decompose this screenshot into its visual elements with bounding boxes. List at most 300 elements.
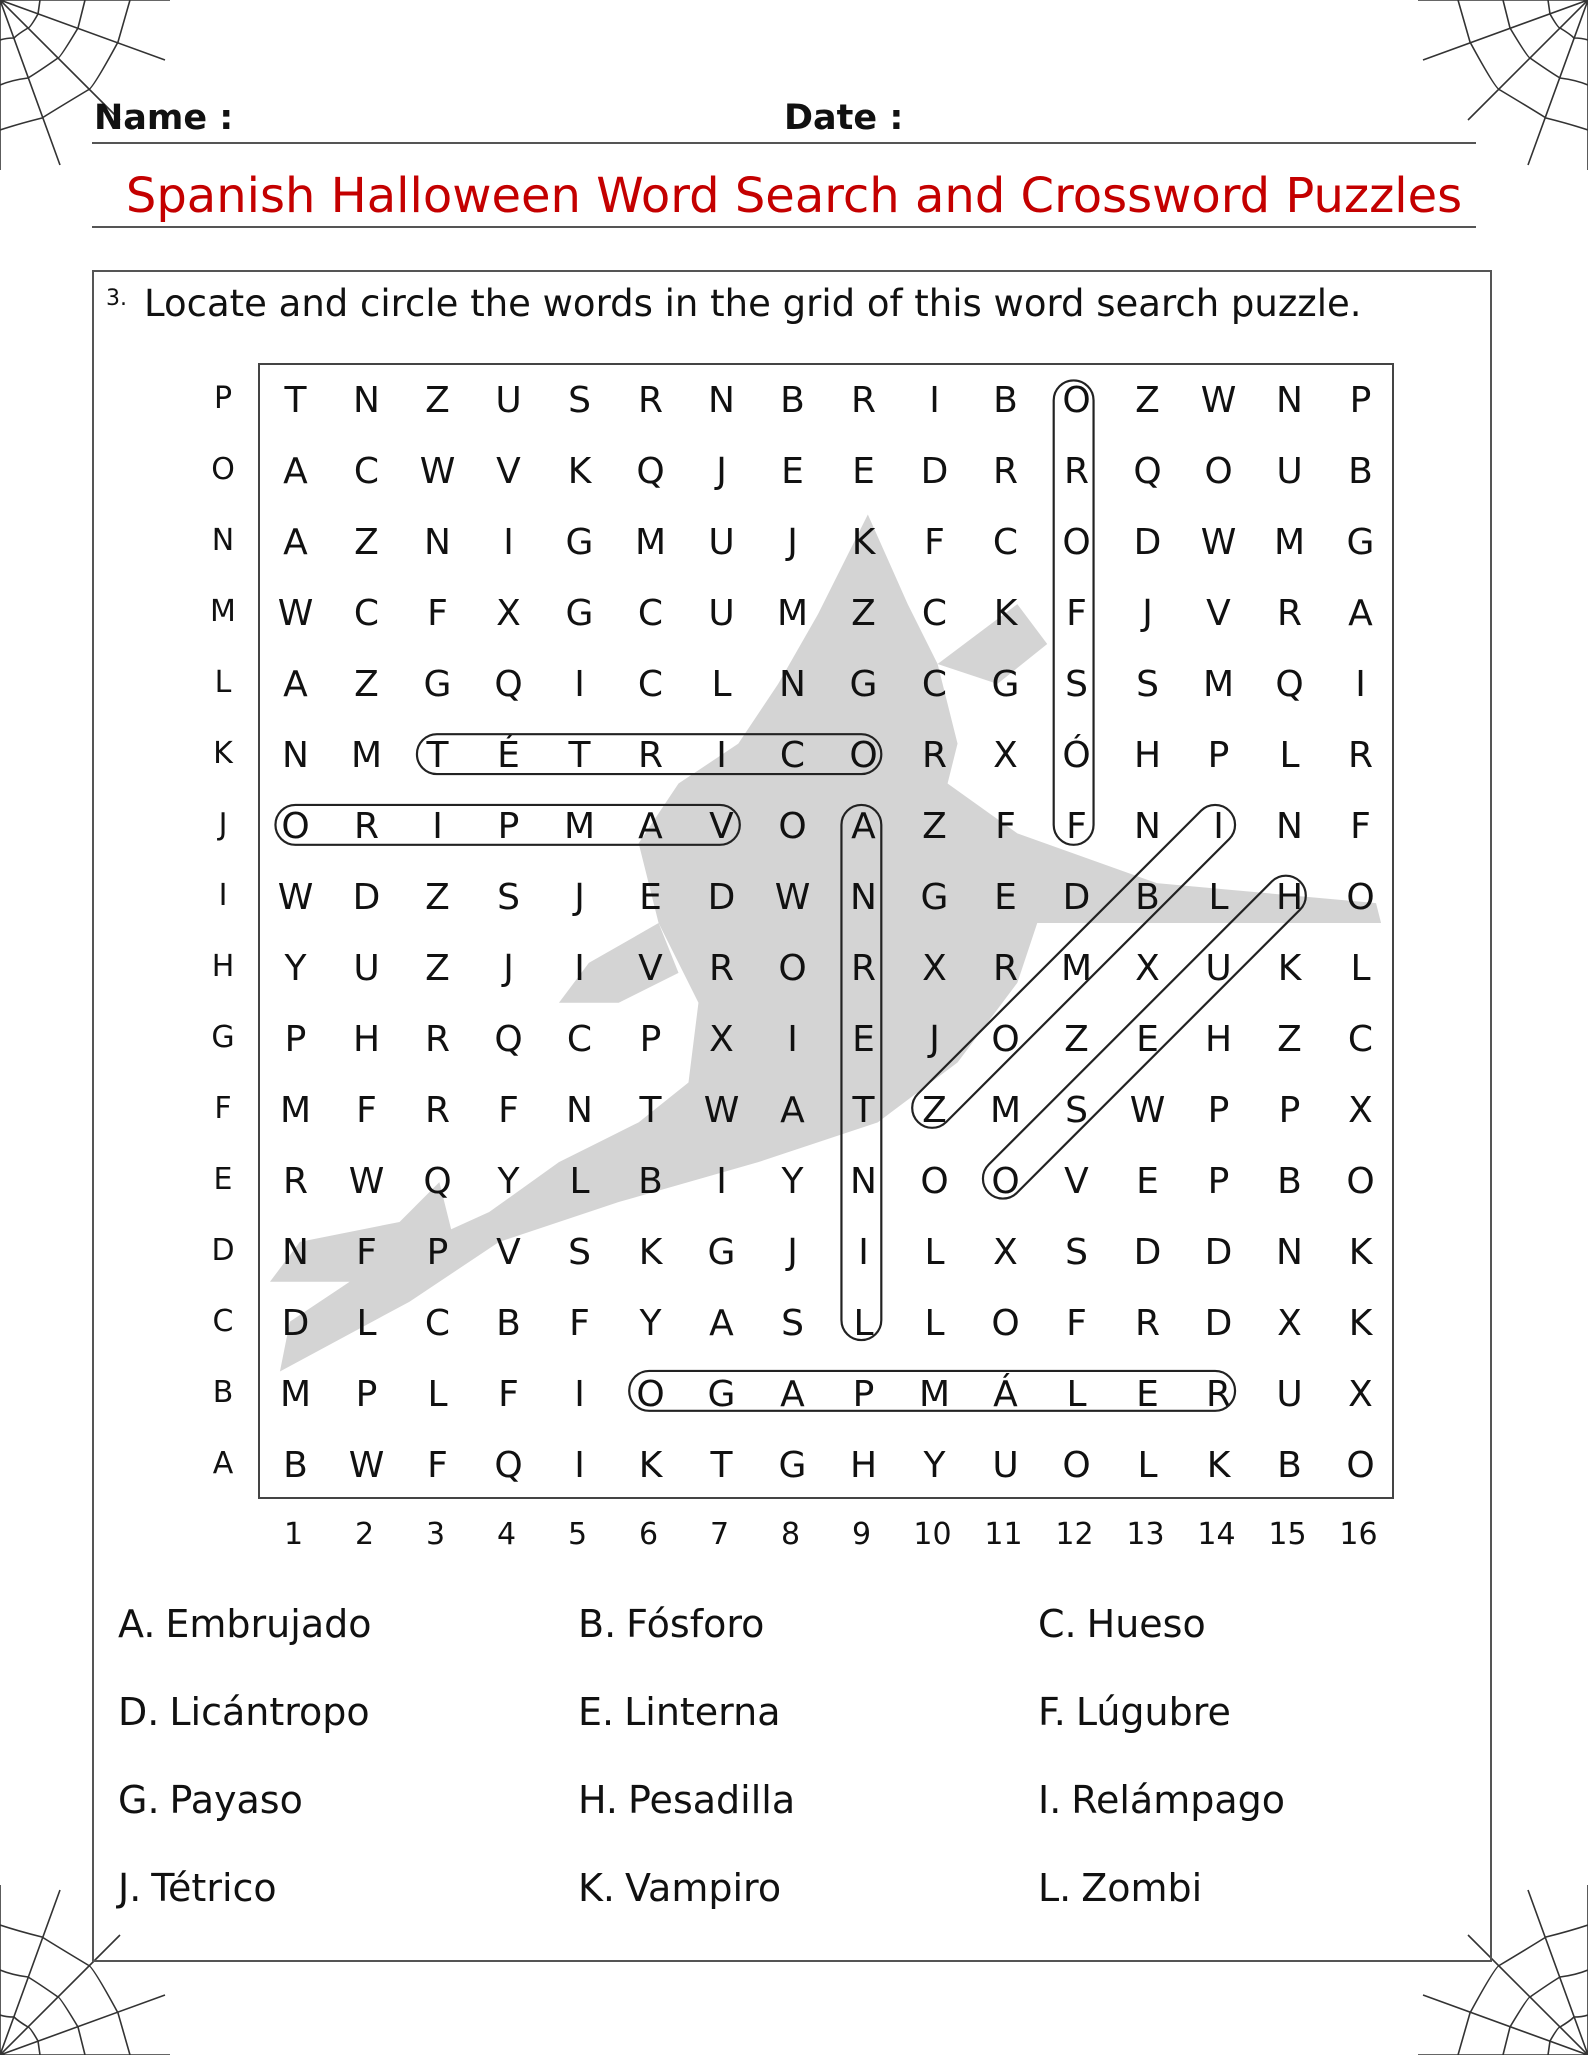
grid-cell[interactable]: X xyxy=(1348,1090,1373,1131)
grid-cell[interactable]: L xyxy=(924,1232,945,1273)
grid-cell[interactable]: F xyxy=(1066,1303,1087,1344)
grid-cell[interactable]: I xyxy=(503,522,514,563)
grid-cell[interactable]: I xyxy=(716,1161,727,1202)
grid-cell[interactable]: L xyxy=(1066,1374,1087,1415)
grid-cell[interactable]: V xyxy=(1206,593,1231,634)
grid-cell[interactable]: B xyxy=(993,380,1018,421)
grid-cell[interactable]: L xyxy=(427,1374,448,1415)
grid-cell[interactable]: W xyxy=(277,877,314,918)
grid-cell[interactable]: Y xyxy=(639,1303,662,1344)
grid-cell[interactable]: O xyxy=(281,806,310,847)
grid-cell[interactable]: N xyxy=(566,1090,593,1131)
grid-cell[interactable]: T xyxy=(284,380,307,421)
grid-cell[interactable]: F xyxy=(1350,806,1371,847)
grid-cell[interactable]: Ó xyxy=(1062,735,1091,776)
grid-cell[interactable]: F xyxy=(995,806,1016,847)
grid-cell[interactable]: G xyxy=(991,664,1020,705)
grid-cell[interactable]: F xyxy=(569,1303,590,1344)
word-text: Pesadilla xyxy=(628,1778,796,1822)
grid-cell[interactable]: C xyxy=(353,451,380,492)
grid-cell[interactable]: W xyxy=(703,1090,740,1131)
grid-cell[interactable]: I xyxy=(1355,664,1366,705)
grid-cell[interactable]: O xyxy=(636,1374,665,1415)
grid-cell[interactable]: P xyxy=(1349,380,1372,421)
word-text: Fósforo xyxy=(626,1602,765,1646)
grid-cell[interactable]: C xyxy=(921,664,948,705)
grid-cell[interactable]: J xyxy=(574,877,585,918)
grid-cell[interactable]: L xyxy=(1137,1445,1158,1486)
exercise-number: 3. xyxy=(106,286,127,311)
grid-cell[interactable]: N xyxy=(1276,806,1303,847)
grid-cell[interactable]: R xyxy=(1063,451,1089,492)
grid-cell[interactable]: G xyxy=(423,664,452,705)
grid-cell[interactable]: C xyxy=(1347,1019,1374,1060)
word-letter: E. xyxy=(578,1690,615,1734)
word-letter: I. xyxy=(1038,1778,1062,1822)
grid-cell[interactable]: M xyxy=(776,593,809,634)
grid-cell[interactable]: L xyxy=(1350,948,1371,989)
grid-cell[interactable]: I xyxy=(574,1445,585,1486)
grid-cell[interactable]: G xyxy=(849,664,878,705)
grid-cell[interactable]: X xyxy=(1348,1374,1373,1415)
grid-cell[interactable]: R xyxy=(1347,735,1373,776)
grid-cell[interactable]: O xyxy=(778,948,807,989)
grid-cell[interactable]: O xyxy=(1062,522,1091,563)
grid-cell[interactable]: L xyxy=(853,1303,874,1344)
grid-cell[interactable]: R xyxy=(1276,593,1302,634)
grid-cell[interactable]: U xyxy=(708,593,735,634)
grid-cell[interactable]: U xyxy=(353,948,380,989)
grid-cell[interactable]: R xyxy=(637,380,663,421)
grid-cell[interactable]: M xyxy=(634,522,667,563)
grid-cell[interactable]: C xyxy=(637,664,664,705)
word-text: Lúgubre xyxy=(1075,1690,1231,1734)
grid-cell[interactable]: E xyxy=(852,1019,875,1060)
word-letter: A. xyxy=(118,1602,156,1646)
grid-cell[interactable]: P xyxy=(1278,1090,1301,1131)
grid-cell[interactable]: N xyxy=(353,380,380,421)
grid-cell[interactable]: A xyxy=(780,1090,805,1131)
grid-cell[interactable]: S xyxy=(568,380,591,421)
grid-cell[interactable]: O xyxy=(849,735,878,776)
grid-cell[interactable]: V xyxy=(638,948,663,989)
grid-cell[interactable]: R xyxy=(992,948,1018,989)
grid-cell[interactable]: U xyxy=(1276,1374,1303,1415)
grid-cell[interactable]: H xyxy=(1133,735,1162,776)
column-label: 13 xyxy=(1126,1517,1165,1552)
grid-cell[interactable]: S xyxy=(1065,1090,1088,1131)
grid-cell[interactable]: X xyxy=(993,735,1018,776)
grid-cell[interactable]: R xyxy=(850,948,876,989)
word-list-item xyxy=(118,1866,578,1910)
grid-cell[interactable]: V xyxy=(709,806,734,847)
grid-cell[interactable]: A xyxy=(709,1303,734,1344)
grid-cell[interactable]: B xyxy=(1135,877,1160,918)
name-date-line[interactable] xyxy=(92,142,1476,144)
grid-cell[interactable]: M xyxy=(989,1090,1022,1131)
grid-cell[interactable]: I xyxy=(787,1019,798,1060)
grid-cell[interactable]: R xyxy=(424,1090,450,1131)
grid-cell[interactable]: R xyxy=(850,380,876,421)
grid-cell[interactable]: G xyxy=(707,1232,736,1273)
grid-cell[interactable]: R xyxy=(282,1161,308,1202)
word-text: Zombi xyxy=(1081,1866,1203,1910)
grid-cell[interactable]: Q xyxy=(1275,664,1304,705)
grid-cell[interactable]: Y xyxy=(781,1161,804,1202)
found-word-oval xyxy=(904,797,1243,1136)
grid-cell[interactable]: Q xyxy=(1133,451,1162,492)
word-list-row xyxy=(118,1844,1418,1932)
grid-cell[interactable]: O xyxy=(1346,877,1375,918)
grid-cell[interactable]: C xyxy=(637,593,664,634)
grid-cell[interactable]: R xyxy=(353,806,379,847)
grid-cell[interactable]: O xyxy=(1346,1445,1375,1486)
grid-cell[interactable]: S xyxy=(781,1303,804,1344)
grid-cell[interactable]: N xyxy=(1276,1232,1303,1273)
column-label: 14 xyxy=(1197,1517,1236,1552)
grid-cell[interactable]: A xyxy=(780,1374,805,1415)
grid-cell[interactable]: U xyxy=(708,522,735,563)
grid-cell[interactable]: X xyxy=(922,948,947,989)
grid-cell[interactable]: S xyxy=(1136,664,1159,705)
grid-cell[interactable]: F xyxy=(356,1090,377,1131)
found-word-ovals xyxy=(260,365,1392,1497)
grid-cell[interactable]: R xyxy=(1205,1374,1231,1415)
grid-cell[interactable]: M xyxy=(279,1374,312,1415)
word-list-item xyxy=(118,1602,578,1646)
grid-cell[interactable]: Z xyxy=(425,948,450,989)
grid-cell[interactable]: B xyxy=(638,1161,663,1202)
grid-cell[interactable]: E xyxy=(781,451,804,492)
grid-cell[interactable]: Z xyxy=(922,1090,947,1131)
grid-cell[interactable]: X xyxy=(1135,948,1160,989)
grid-cell[interactable]: M xyxy=(1060,948,1093,989)
grid-cell[interactable]: U xyxy=(1276,451,1303,492)
grid-cell[interactable]: T xyxy=(852,1090,875,1131)
row-label: A xyxy=(212,1446,234,1481)
grid-cell[interactable]: É xyxy=(497,735,520,776)
grid-cell[interactable]: S xyxy=(1065,1232,1088,1273)
grid-cell[interactable]: S xyxy=(568,1232,591,1273)
word-text: Hueso xyxy=(1086,1602,1206,1646)
grid-cell[interactable]: D xyxy=(1204,1232,1233,1273)
grid-cell[interactable]: M xyxy=(918,1374,951,1415)
column-label: 11 xyxy=(984,1517,1023,1552)
grid-cell[interactable]: P xyxy=(1207,1090,1230,1131)
grid-cell[interactable]: W xyxy=(1200,380,1237,421)
grid-cell[interactable]: A xyxy=(283,522,308,563)
grid-cell[interactable]: J xyxy=(503,948,514,989)
grid-cell[interactable]: I xyxy=(1213,806,1224,847)
grid-cell[interactable]: K xyxy=(1348,1303,1373,1344)
grid-cell[interactable]: J xyxy=(787,522,798,563)
grid-cell[interactable]: M xyxy=(1202,664,1235,705)
grid-cell[interactable]: O xyxy=(778,806,807,847)
grid-cell[interactable]: K xyxy=(1348,1232,1373,1273)
grid-cell[interactable]: Z xyxy=(1277,1019,1302,1060)
grid-cell[interactable]: X xyxy=(709,1019,734,1060)
grid-cell[interactable]: D xyxy=(1062,877,1091,918)
grid-cell[interactable]: E xyxy=(1136,1161,1159,1202)
grid-cell[interactable]: L xyxy=(1208,877,1229,918)
grid-cell[interactable]: M xyxy=(279,1090,312,1131)
grid-cell[interactable]: P xyxy=(497,806,520,847)
grid-cell[interactable]: K xyxy=(638,1232,663,1273)
grid-cell[interactable]: J xyxy=(929,1019,940,1060)
grid-cell[interactable]: N xyxy=(282,1232,309,1273)
grid-cell[interactable]: V xyxy=(496,1232,521,1273)
grid-cell[interactable]: K xyxy=(567,451,592,492)
grid-cell[interactable]: P xyxy=(639,1019,662,1060)
grid-cell[interactable]: Q xyxy=(423,1161,452,1202)
grid-cell[interactable]: K xyxy=(993,593,1018,634)
grid-cell[interactable]: L xyxy=(924,1303,945,1344)
grid-cell[interactable]: F xyxy=(1066,593,1087,634)
grid-cell[interactable]: K xyxy=(851,522,876,563)
grid-cell[interactable]: G xyxy=(920,877,949,918)
grid-cell[interactable]: Y xyxy=(284,948,307,989)
grid-cell[interactable]: D xyxy=(1133,1232,1162,1273)
grid-cell[interactable]: N xyxy=(424,522,451,563)
grid-cell[interactable]: R xyxy=(1134,1303,1160,1344)
grid-cell[interactable]: D xyxy=(1204,1303,1233,1344)
grid-cell[interactable]: I xyxy=(574,664,585,705)
grid-cell[interactable]: C xyxy=(992,522,1019,563)
grid-cell[interactable]: Z xyxy=(851,593,876,634)
grid-cell[interactable]: Y xyxy=(497,1161,520,1202)
grid-cell[interactable]: K xyxy=(638,1445,663,1486)
grid-cell[interactable]: U xyxy=(495,380,522,421)
grid-cell[interactable]: N xyxy=(708,380,735,421)
grid-cell[interactable]: C xyxy=(566,1019,593,1060)
grid-cell[interactable]: F xyxy=(356,1232,377,1273)
grid-cell[interactable]: I xyxy=(574,948,585,989)
grid-cell[interactable]: F xyxy=(427,1445,448,1486)
grid-cell[interactable]: O xyxy=(991,1161,1020,1202)
grid-cell[interactable]: A xyxy=(283,664,308,705)
grid-cell[interactable]: B xyxy=(1277,1445,1302,1486)
grid-cell[interactable]: N xyxy=(779,664,806,705)
grid-cell[interactable]: E xyxy=(994,877,1017,918)
grid-cell[interactable]: P xyxy=(284,1019,307,1060)
grid-cell[interactable]: X xyxy=(1277,1303,1302,1344)
grid-cell[interactable]: W xyxy=(348,1161,385,1202)
grid-cell[interactable]: R xyxy=(992,451,1018,492)
grid-cell[interactable]: Z xyxy=(922,806,947,847)
grid-cell[interactable]: N xyxy=(1276,380,1303,421)
grid-cell[interactable]: P xyxy=(1207,735,1230,776)
column-label: 4 xyxy=(496,1517,517,1552)
grid-cell[interactable]: M xyxy=(350,735,383,776)
grid-cell[interactable]: W xyxy=(1129,1090,1166,1131)
grid-cell[interactable]: Q xyxy=(494,664,523,705)
grid-cell[interactable]: K xyxy=(1206,1445,1231,1486)
row-label: H xyxy=(211,949,235,984)
grid-cell[interactable]: S xyxy=(497,877,520,918)
grid-cell[interactable]: R xyxy=(921,735,947,776)
grid-cell[interactable]: J xyxy=(787,1232,798,1273)
column-label: 6 xyxy=(638,1517,659,1552)
grid-cell[interactable]: Z xyxy=(1135,380,1160,421)
grid-cell[interactable]: H xyxy=(1204,1019,1233,1060)
grid-cell[interactable]: L xyxy=(711,664,732,705)
grid-cell[interactable]: K xyxy=(1277,948,1302,989)
grid-cell[interactable]: Q xyxy=(494,1445,523,1486)
grid-cell[interactable]: O xyxy=(991,1303,1020,1344)
grid-cell[interactable]: I xyxy=(929,380,940,421)
grid-cell[interactable]: B xyxy=(1348,451,1373,492)
grid-cell[interactable]: C xyxy=(353,593,380,634)
grid-cell[interactable]: L xyxy=(356,1303,377,1344)
grid-cell[interactable]: I xyxy=(432,806,443,847)
grid-cell[interactable]: U xyxy=(992,1445,1019,1486)
word-letter: B. xyxy=(578,1602,617,1646)
grid-cell[interactable]: P xyxy=(1207,1161,1230,1202)
grid-cell[interactable]: A xyxy=(851,806,876,847)
column-label: 2 xyxy=(354,1517,375,1552)
grid-cell[interactable]: Z xyxy=(354,664,379,705)
row-label: P xyxy=(213,381,233,416)
grid-cell[interactable]: W xyxy=(774,877,811,918)
grid-cell[interactable]: F xyxy=(498,1374,519,1415)
grid-cell[interactable]: B xyxy=(496,1303,521,1344)
grid-cell[interactable]: B xyxy=(780,380,805,421)
grid-cell[interactable]: F xyxy=(427,593,448,634)
word-letter: C. xyxy=(1038,1602,1077,1646)
grid-cell[interactable]: D xyxy=(352,877,381,918)
row-label: G xyxy=(211,1020,235,1055)
grid-cell[interactable]: G xyxy=(565,593,594,634)
grid-cell[interactable]: T xyxy=(426,735,449,776)
grid-cell[interactable]: V xyxy=(496,451,521,492)
grid-cell[interactable]: D xyxy=(920,451,949,492)
grid-cell[interactable]: O xyxy=(1204,451,1233,492)
grid-cell[interactable]: G xyxy=(707,1374,736,1415)
grid-cell[interactable]: H xyxy=(1275,877,1304,918)
found-word-oval xyxy=(1054,380,1094,844)
grid-cell[interactable]: B xyxy=(1277,1161,1302,1202)
row-label: L xyxy=(214,665,232,700)
grid-cell[interactable]: W xyxy=(419,451,456,492)
grid-cell[interactable]: L xyxy=(1279,735,1300,776)
grid-cell[interactable]: O xyxy=(920,1161,949,1202)
grid-cell[interactable]: R xyxy=(424,1019,450,1060)
grid-cell[interactable]: F xyxy=(498,1090,519,1131)
grid-cell[interactable]: G xyxy=(565,522,594,563)
grid-cell[interactable]: M xyxy=(563,806,596,847)
grid-cell[interactable]: I xyxy=(858,1232,869,1273)
grid-cell[interactable]: W xyxy=(348,1445,385,1486)
grid-cell[interactable]: D xyxy=(281,1303,310,1344)
grid-cell[interactable]: D xyxy=(707,877,736,918)
column-label: 16 xyxy=(1339,1517,1378,1552)
grid-cell[interactable]: V xyxy=(1064,1161,1089,1202)
word-list-row xyxy=(118,1668,1418,1756)
grid-cell[interactable]: C xyxy=(779,735,806,776)
grid-cell[interactable]: A xyxy=(638,806,663,847)
grid-cell[interactable]: Á xyxy=(993,1374,1018,1415)
grid-cell[interactable]: L xyxy=(569,1161,590,1202)
grid-cell[interactable]: A xyxy=(1348,593,1373,634)
word-list-item xyxy=(1038,1866,1418,1910)
grid-cell[interactable]: U xyxy=(1205,948,1232,989)
grid-cell[interactable]: P xyxy=(426,1232,449,1273)
grid-cell[interactable]: O xyxy=(991,1019,1020,1060)
grid-cell[interactable]: F xyxy=(924,522,945,563)
grid-cell[interactable]: T xyxy=(710,1445,733,1486)
grid-cell[interactable]: E xyxy=(1136,1374,1159,1415)
grid-cell[interactable]: E xyxy=(639,877,662,918)
grid-cell[interactable]: F xyxy=(1066,806,1087,847)
grid-cell[interactable]: N xyxy=(850,1161,877,1202)
grid-cell[interactable]: R xyxy=(637,735,663,776)
grid-cell[interactable]: T xyxy=(568,735,591,776)
grid-cell[interactable]: S xyxy=(1065,664,1088,705)
word-list xyxy=(118,1580,1418,1932)
grid-cell[interactable]: N xyxy=(850,877,877,918)
word-list-item xyxy=(578,1778,1038,1822)
grid-cell[interactable]: A xyxy=(283,451,308,492)
grid-cell[interactable]: Q xyxy=(636,451,665,492)
grid-cell[interactable]: Y xyxy=(923,1445,946,1486)
grid-cell[interactable]: H xyxy=(849,1445,878,1486)
column-label: 9 xyxy=(851,1517,872,1552)
word-list-item xyxy=(118,1690,578,1734)
grid-cell[interactable]: Z xyxy=(354,522,379,563)
grid-cell[interactable]: E xyxy=(1136,1019,1159,1060)
grid-cell[interactable]: M xyxy=(1273,522,1306,563)
grid-cell[interactable]: R xyxy=(708,948,734,989)
grid-cell[interactable]: J xyxy=(1142,593,1153,634)
grid-cell[interactable]: E xyxy=(852,451,875,492)
row-label: J xyxy=(218,807,228,842)
grid-cell[interactable]: Z xyxy=(425,877,450,918)
grid-cell[interactable]: I xyxy=(716,735,727,776)
column-label: 15 xyxy=(1268,1517,1307,1552)
grid-cell[interactable]: O xyxy=(1346,1161,1375,1202)
grid-cell[interactable]: J xyxy=(716,451,727,492)
grid-cell[interactable]: C xyxy=(921,593,948,634)
grid-cell[interactable]: Z xyxy=(1064,1019,1089,1060)
grid-cell[interactable]: G xyxy=(778,1445,807,1486)
grid-cell[interactable]: N xyxy=(1134,806,1161,847)
column-label: 12 xyxy=(1055,1517,1094,1552)
grid-cell[interactable]: O xyxy=(1062,1445,1091,1486)
grid-cell[interactable]: W xyxy=(1200,522,1237,563)
word-search-grid xyxy=(258,363,1394,1499)
grid-cell[interactable]: G xyxy=(1346,522,1375,563)
grid-cell[interactable]: W xyxy=(277,593,314,634)
word-letter: H. xyxy=(578,1778,618,1822)
grid-cell[interactable]: Q xyxy=(494,1019,523,1060)
grid-cell[interactable]: B xyxy=(283,1445,308,1486)
word-list-item xyxy=(1038,1778,1418,1822)
grid-cell[interactable]: I xyxy=(574,1374,585,1415)
grid-cell[interactable]: X xyxy=(993,1232,1018,1273)
column-label: 5 xyxy=(567,1517,588,1552)
grid-cell[interactable]: Z xyxy=(425,380,450,421)
grid-cell[interactable]: T xyxy=(639,1090,662,1131)
grid-cell[interactable]: O xyxy=(1062,380,1091,421)
row-labels xyxy=(188,363,258,1499)
grid-cell[interactable]: X xyxy=(496,593,521,634)
grid-cell[interactable]: D xyxy=(1133,522,1162,563)
grid-cell[interactable]: C xyxy=(424,1303,451,1344)
grid-cell[interactable]: N xyxy=(282,735,309,776)
grid-cell[interactable]: P xyxy=(852,1374,875,1415)
grid-cell[interactable]: H xyxy=(352,1019,381,1060)
grid-cell[interactable]: P xyxy=(355,1374,378,1415)
